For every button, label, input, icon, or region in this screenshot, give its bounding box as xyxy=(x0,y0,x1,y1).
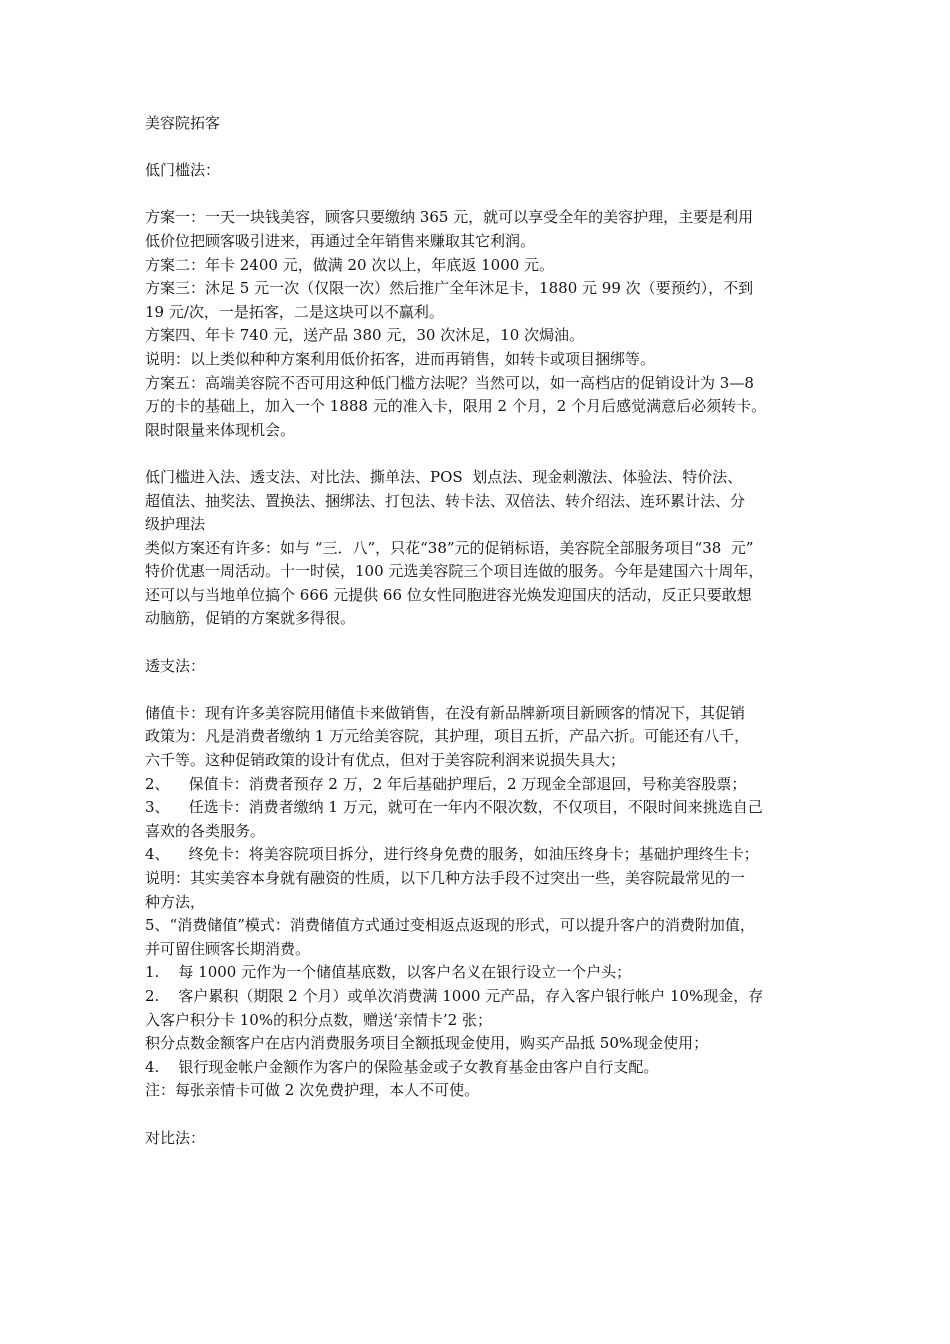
plan-5-line-2: 万的卡的基础上，加入一个 1888 元的准入卡，限用 2 个月，2 个月后感觉满意后必须转卡。 xyxy=(145,397,767,416)
stored-value-card-line-1: 储值卡：现有许多美容院用储值卡来做销售，在没有新品牌新项目新顾客的情况下，其促销 xyxy=(145,703,746,722)
plan-5-line-1: 方案五：高端美容院不否可用这种低门槛方法呢？当然可以，如一高档店的促销设计为 3—8 xyxy=(145,373,754,392)
methods-line-2: 超值法、抽奖法、置换法、捆绑法、打包法、转卡法、双倍法、转介绍法、连环累计法、分 xyxy=(145,491,746,510)
methods-line-1: 低门槛进入法、透支法、对比法、撕单法、POS 划点法、现金刺激法、体验法、特价法、 xyxy=(145,467,743,486)
similar-plans-line-1: 类似方案还有许多：如与 “三．八”，只花“38”元的促销标语，美容院全部服务项目“38 元” xyxy=(145,538,754,557)
sub-item-2-line-2: 入客户积分卡 10%的积分点数，赠送‘亲情卡’2 张； xyxy=(145,1010,492,1029)
list-item-5-line-2: 并可留住顾客长期消费。 xyxy=(145,939,311,958)
list-item-3-line-1: 3、 任选卡：消费者缴纳 1 万元，就可在一年内不限次数，不仅项目，不限时间来挑选自己 xyxy=(145,798,763,817)
stored-value-card-line-2: 政策为：凡是消费者缴纳 1 万元给美容院，其护理，项目五折，产品六折。可能还有八千， xyxy=(145,727,750,746)
sub-item-4: 4. 银行现金帐户金额作为客户的保险基金或子女教育基金由客户自行支配。 xyxy=(145,1057,659,1076)
similar-plans-line-3: 还可以与当地单位搞个 666 元提供 66 位女性同胞进容光焕发迎国庆的活动，反正只要敢想 xyxy=(145,585,752,604)
plan-3-line-1: 方案三：沐足 5 元一次（仅限一次）然后推广全年沐足卡，1880 元 99 次（要预约），不到 xyxy=(145,279,754,298)
sub-item-1: 1. 每 1000 元作为一个储值基底数，以客户名义在银行设立一个户头； xyxy=(145,963,632,982)
spacer xyxy=(145,631,810,655)
plan-2: 方案二：年卡 2400 元，做满 20 次以上，年底返 1000 元。 xyxy=(145,255,555,274)
spacer xyxy=(145,136,810,160)
overdraft-note-line-1: 说明：其实美容本身就有融资的性质，以下几种方法手段不过突出一些，美容院最常见的一 xyxy=(145,869,746,887)
overdraft-note-line-2: 种方法， xyxy=(145,892,206,911)
spacer xyxy=(145,678,810,702)
spacer xyxy=(145,183,810,207)
similar-plans-line-4: 动脑筋，促销的方案就多得很。 xyxy=(145,609,356,628)
plan-3-line-2: 19 元/次，一是拓客，二是这块可以不赢利。 xyxy=(145,302,444,321)
plan-1-line-2: 低价位把顾客吸引进来，再通过全年销售来赚取其它利润。 xyxy=(145,231,536,250)
spacer xyxy=(145,442,810,466)
list-item-5-line-1: 5、“消费储值”模式：消费储值方式通过变相返点返现的形式，可以提升客户的消费附加值， xyxy=(145,916,755,935)
plan-1-line-1: 方案一：一天一块钱美容，顾客只要缴纳 365 元，就可以享受全年的美容护理，主要是利用 xyxy=(145,208,754,227)
overdraft-remark: 注：每张亲情卡可做 2 次免费护理，本人不可使。 xyxy=(145,1081,480,1100)
similar-plans-line-2: 特价优惠一周活动。十一时侯，100 元选美容院三个项目连做的服务。今年是建国六十周年， xyxy=(145,562,764,581)
section-heading-overdraft: 透支法： xyxy=(145,656,206,675)
sub-item-3: 积分点数金额客户在店内消费服务项目全额抵现金使用，购买产品抵 50%现金使用； xyxy=(145,1034,709,1053)
sub-item-2-line-1: 2. 客户累积（期限 2 个月）或单次消费满 1000 元产品，存入客户银行帐户 10%现金，存 xyxy=(145,986,764,1005)
list-item-3-line-2: 喜欢的各类服务。 xyxy=(145,821,266,840)
list-item-2: 2、 保值卡：消费者预存 2 万，2 年后基础护理后，2 万现金全部退回，号称美容股票； xyxy=(145,774,747,793)
section-heading-low-threshold: 低门槛法： xyxy=(145,161,221,180)
methods-line-3: 级护理法 xyxy=(145,515,206,534)
plan-5-line-3: 限时限量来体现机会。 xyxy=(145,420,296,439)
plan-4: 方案四、年卡 740 元，送产品 380 元，30 次沐足，10 次焗油。 xyxy=(145,326,585,345)
document-title: 美容院拓客 xyxy=(145,114,221,132)
low-threshold-note: 说明：以上类似种种方案利用低价拓客，进而再销售，如转卡或项目捆绑等。 xyxy=(145,349,656,368)
stored-value-card-line-3: 六千等。这种促销政策的设计有优点，但对于美容院利润来说损失具大； xyxy=(145,751,626,770)
document-page xyxy=(145,112,810,1150)
spacer xyxy=(145,1103,810,1127)
section-heading-compare: 对比法： xyxy=(145,1128,206,1147)
list-item-4: 4、 终免卡：将美容院项目拆分，进行终身免费的服务，如油压终身卡；基础护理终生卡； xyxy=(145,845,759,864)
